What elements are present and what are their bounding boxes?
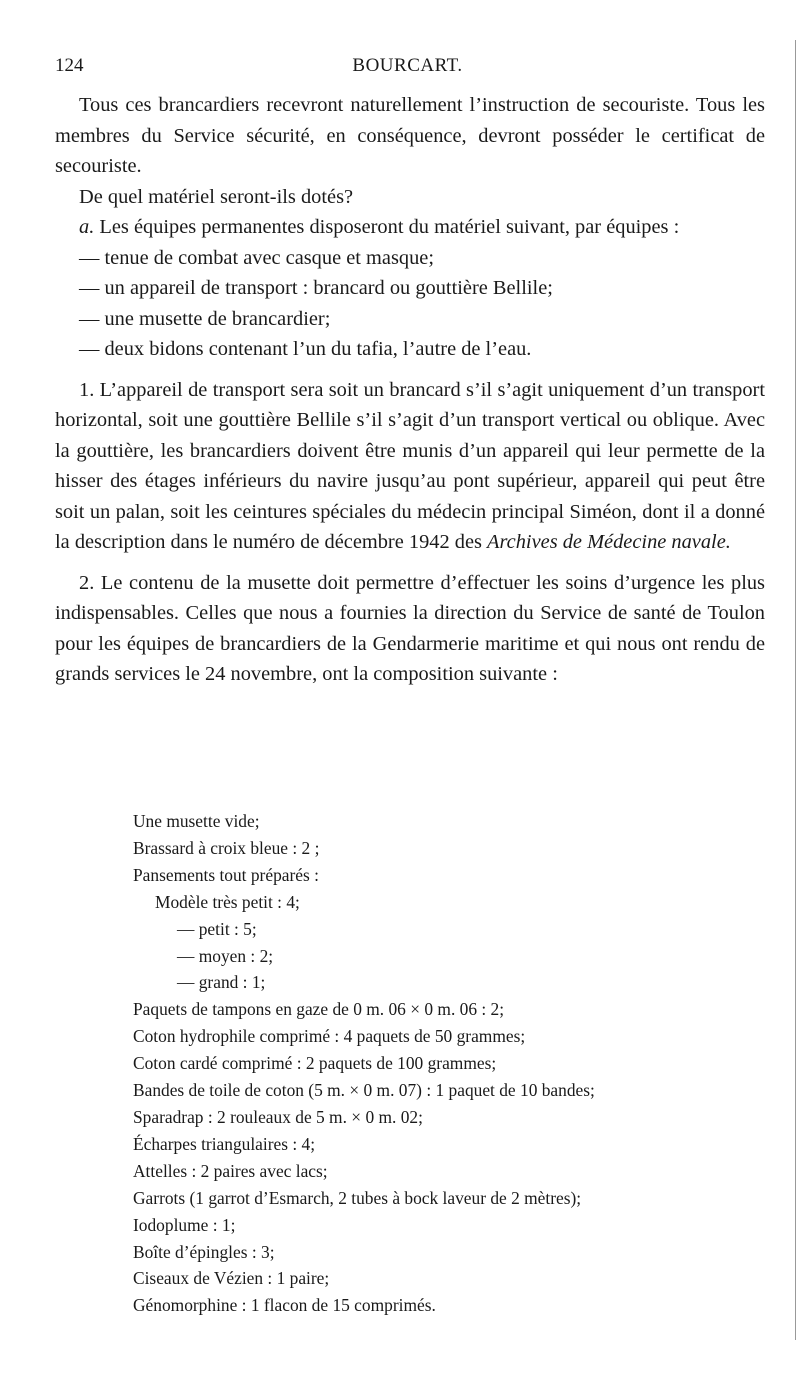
page-number: 124 xyxy=(55,55,84,76)
contents-item: Écharpes triangulaires : 4; xyxy=(133,1133,316,1154)
paragraph-equipment-text: Les équipes permanentes disposeront du matériel suivant, par équipes : xyxy=(99,216,680,238)
contents-item: Ciseaux de Vézien : 1 paire; xyxy=(133,1268,330,1289)
contents-item: Paquets de tampons en gaze de 0 m. 06 × 0 m. 06 : 2; xyxy=(133,999,505,1020)
paragraph-transport-text: L’appareil de transport sera soit un brancard s’il s’agit uniquement d’un transport horizontal, soit une gouttière Bellile s’il s’agit d’un transport vertical ou oblique. Avec la gouttière, les brancardiers doivent être munis d’un appareil qui leur permette de la hisser des étages inférieurs du navire jusqu’au pont supérieur, appareil qui peut être soit un palan, soit les ceintures spéciales du médecin principal Siméon, dont il a donné la description dans le numéro de décembre 1942 des xyxy=(55,378,765,553)
contents-item: Coton cardé comprimé : 2 paquets de 100 grammes; xyxy=(133,1053,497,1074)
contents-item: Boîte d’épingles : 3; xyxy=(133,1241,275,1262)
contents-item: Sparadrap : 2 rouleaux de 5 m. × 0 m. 02; xyxy=(133,1106,423,1127)
equipment-list-item: — tenue de combat avec casque et masque; xyxy=(79,246,434,269)
section-number-1: 1. xyxy=(79,378,95,401)
contents-subitem: — grand : 1; xyxy=(177,972,266,993)
equipment-list-item: — un appareil de transport : brancard ou gouttière Bellile; xyxy=(79,277,553,299)
contents-item: Iodoplume : 1; xyxy=(133,1214,236,1235)
equipment-list-item: — une musette de brancardier; xyxy=(79,307,331,330)
contents-item: Coton hydrophile comprimé : 4 paquets de 50 grammes; xyxy=(133,1026,526,1047)
main-text xyxy=(55,90,765,690)
contents-subitem: Modèle très petit : 4; xyxy=(155,891,300,912)
contents-item: Attelles : 2 paires avec lacs; xyxy=(133,1160,328,1181)
equipment-list-item: — deux bidons contenant l’un du tafia, l’autre de l’eau. xyxy=(79,338,532,360)
running-head: BOURCART. xyxy=(352,55,463,76)
contents-item: Génomorphine : 1 flacon de 15 comprimés. xyxy=(133,1295,436,1316)
paragraph-transport xyxy=(55,375,765,558)
equipment-list xyxy=(55,243,765,365)
paragraph-question: De quel matériel seront-ils dotés? xyxy=(79,185,354,208)
section-number-2: 2. xyxy=(79,571,95,594)
contents-item: Garrots (1 garrot d’Esmarch, 2 tubes à bock laveur de 2 mètres); xyxy=(133,1187,582,1208)
paragraph-musette-text: Le contenu de la musette doit permettre d’effectuer les soins d’urgence les plus indispensables. Celles que nous a fournies la direction du Service de santé de Toulon pour les équipes de brancardiers de la Gendarmerie maritime et qui nous ont rendu de grands services le 24 novembre, ont la composition suivante : xyxy=(55,571,765,685)
paragraph-musette xyxy=(55,568,765,690)
contents-subitem: — petit : 5; xyxy=(177,918,257,939)
paragraph-instruction: Tous ces brancardiers recevront naturellement l’instruction de secouriste. Tous les membres du Service sécurité, en conséquence, devront posséder le certificat de secouriste. xyxy=(55,94,765,177)
contents-subitem: — moyen : 2; xyxy=(177,945,274,966)
paragraph-equipment-intro xyxy=(55,212,765,243)
page-edge-line xyxy=(795,40,796,1340)
contents-item: Brassard à croix bleue : 2 ; xyxy=(133,837,320,858)
journal-title: Archives de Médecine navale. xyxy=(487,531,731,553)
page-header xyxy=(55,55,760,85)
contents-item: Bandes de toile de coton (5 m. × 0 m. 07) : 1 paquet de 10 bandes; xyxy=(133,1080,595,1101)
contents-item: Une musette vide; xyxy=(133,811,260,831)
musette-contents-list xyxy=(133,808,773,1319)
item-label-a: a. xyxy=(79,216,95,238)
contents-item: Pansements tout préparés : xyxy=(133,864,319,885)
